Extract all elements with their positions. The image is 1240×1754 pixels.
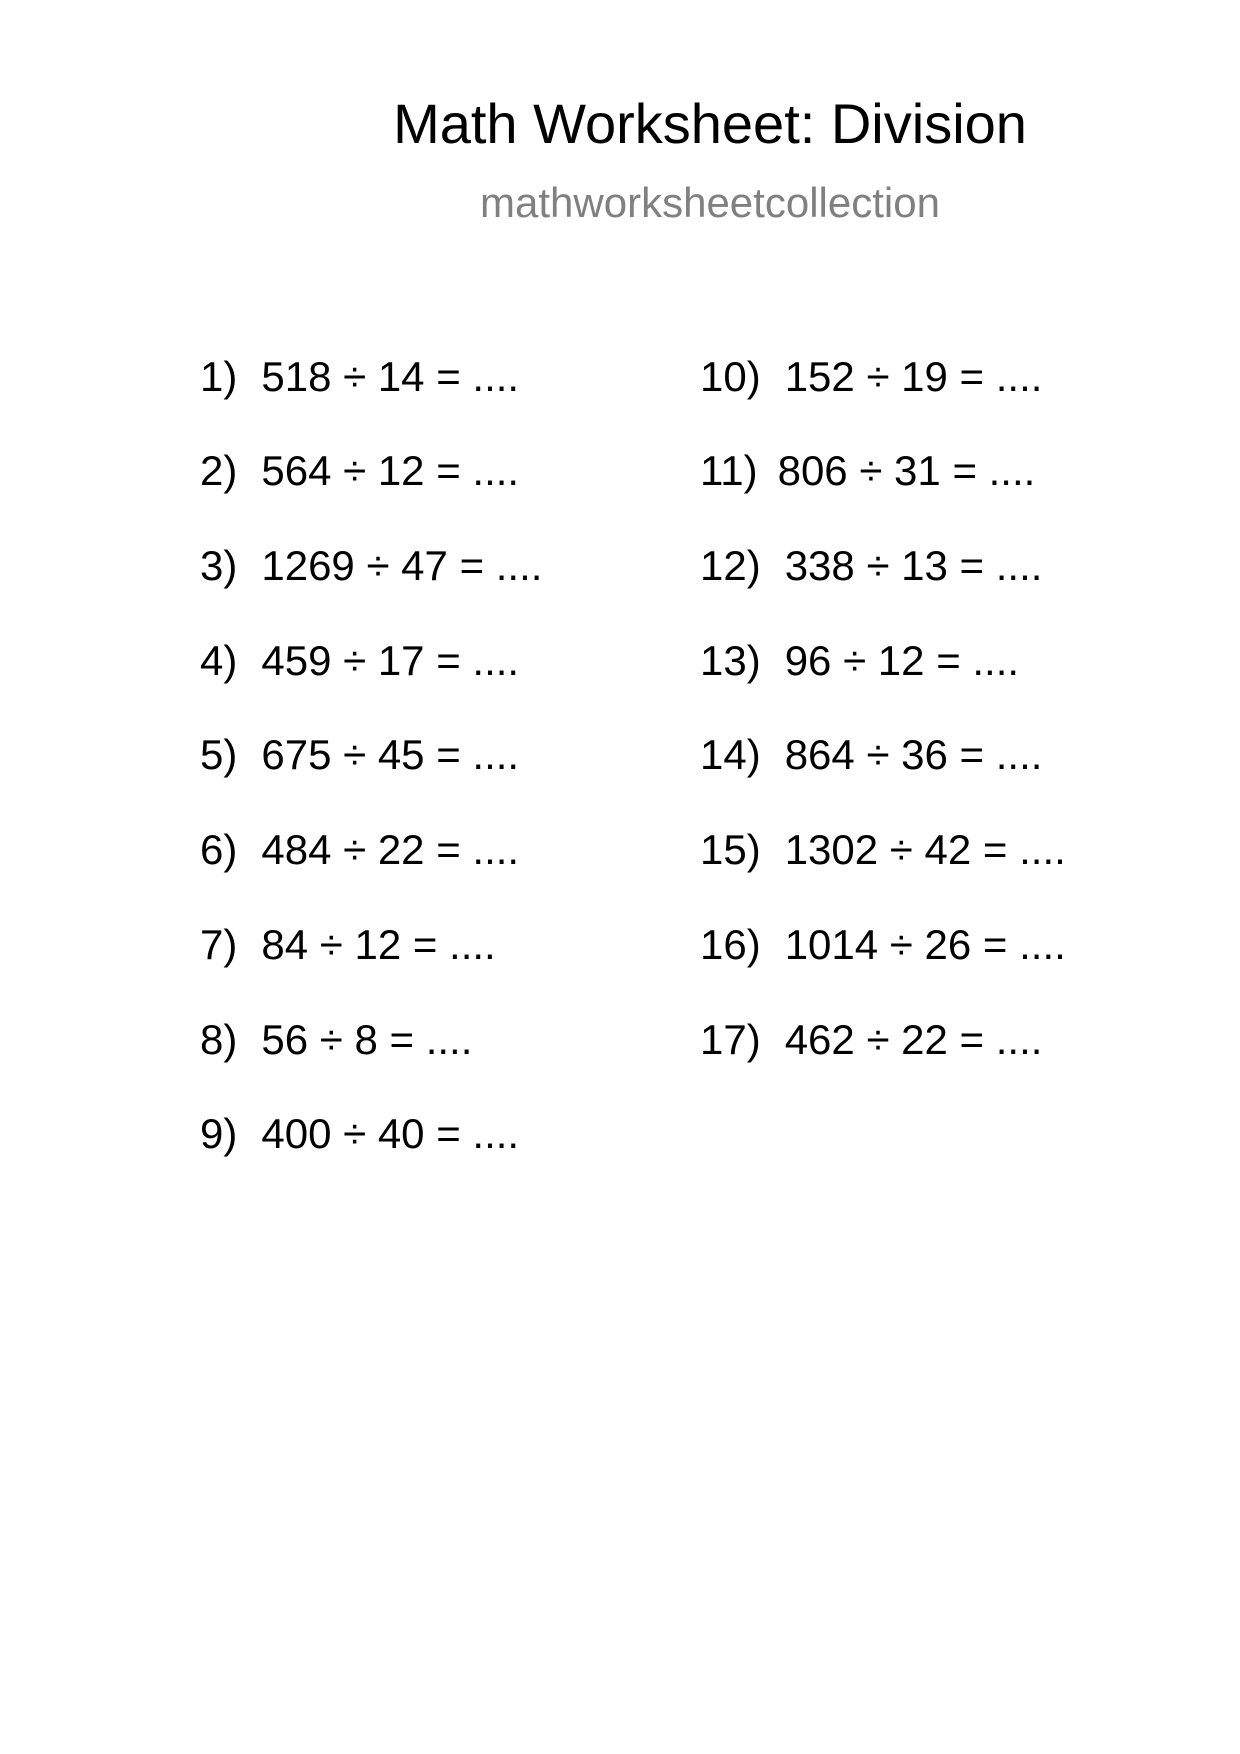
problem-expression: 864 ÷ 36 = .... bbox=[784, 731, 1043, 778]
problem-expression: 1014 ÷ 26 = .... bbox=[784, 921, 1066, 968]
problem-expression: 338 ÷ 13 = .... bbox=[784, 542, 1043, 589]
worksheet-title: Math Worksheet: Division bbox=[393, 92, 1027, 155]
problem-7 bbox=[200, 921, 496, 968]
problem-9 bbox=[200, 1110, 520, 1157]
problem-number: 4) bbox=[200, 637, 238, 684]
problem-5 bbox=[200, 731, 520, 778]
problem-expression: 518 ÷ 14 = .... bbox=[261, 353, 520, 400]
problem-expression: 462 ÷ 22 = .... bbox=[784, 1016, 1043, 1063]
problem-6 bbox=[200, 826, 520, 873]
problem-number: 12) bbox=[700, 542, 761, 589]
problem-number: 10) bbox=[700, 353, 761, 400]
problem-expression: 56 ÷ 8 = .... bbox=[261, 1016, 473, 1063]
problem-number: 2) bbox=[200, 447, 238, 494]
problem-number: 3) bbox=[200, 542, 238, 589]
problem-expression: 564 ÷ 12 = .... bbox=[261, 447, 520, 494]
problem-number: 15) bbox=[700, 826, 761, 873]
problem-number: 7) bbox=[200, 921, 238, 968]
problem-expression: 400 ÷ 40 = .... bbox=[261, 1110, 520, 1157]
problem-expression: 96 ÷ 12 = .... bbox=[784, 637, 1020, 684]
problem-number: 1) bbox=[200, 353, 238, 400]
problem-1 bbox=[200, 353, 520, 400]
problem-10 bbox=[700, 353, 1043, 400]
problem-17 bbox=[700, 1016, 1043, 1063]
problem-number: 16) bbox=[700, 921, 761, 968]
problem-2 bbox=[200, 447, 520, 494]
problem-expression: 484 ÷ 22 = .... bbox=[261, 826, 520, 873]
problem-expression: 84 ÷ 12 = .... bbox=[261, 921, 496, 968]
worksheet-subtitle: mathworksheetcollection bbox=[480, 179, 940, 226]
problem-expression: 152 ÷ 19 = .... bbox=[784, 353, 1043, 400]
problem-4 bbox=[200, 637, 520, 684]
problem-number: 13) bbox=[700, 637, 761, 684]
problem-15 bbox=[700, 826, 1066, 873]
problem-number: 5) bbox=[200, 731, 238, 778]
problem-expression: 806 ÷ 31 = .... bbox=[777, 447, 1036, 494]
problem-expression: 675 ÷ 45 = .... bbox=[261, 731, 520, 778]
problem-number: 8) bbox=[200, 1016, 238, 1063]
problem-number: 11) bbox=[700, 447, 758, 494]
problem-number: 6) bbox=[200, 826, 238, 873]
problem-expression: 459 ÷ 17 = .... bbox=[261, 637, 520, 684]
problem-12 bbox=[700, 542, 1043, 589]
problem-expression: 1269 ÷ 47 = .... bbox=[261, 542, 543, 589]
problem-number: 9) bbox=[200, 1110, 238, 1157]
problem-8 bbox=[200, 1016, 473, 1063]
problem-11 bbox=[700, 447, 1036, 494]
problem-expression: 1302 ÷ 42 = .... bbox=[784, 826, 1066, 873]
problem-number: 14) bbox=[700, 731, 761, 778]
problem-number: 17) bbox=[700, 1016, 761, 1063]
problem-16 bbox=[700, 921, 1066, 968]
problem-14 bbox=[700, 731, 1043, 778]
problem-3 bbox=[200, 542, 543, 589]
problem-13 bbox=[700, 637, 1020, 684]
